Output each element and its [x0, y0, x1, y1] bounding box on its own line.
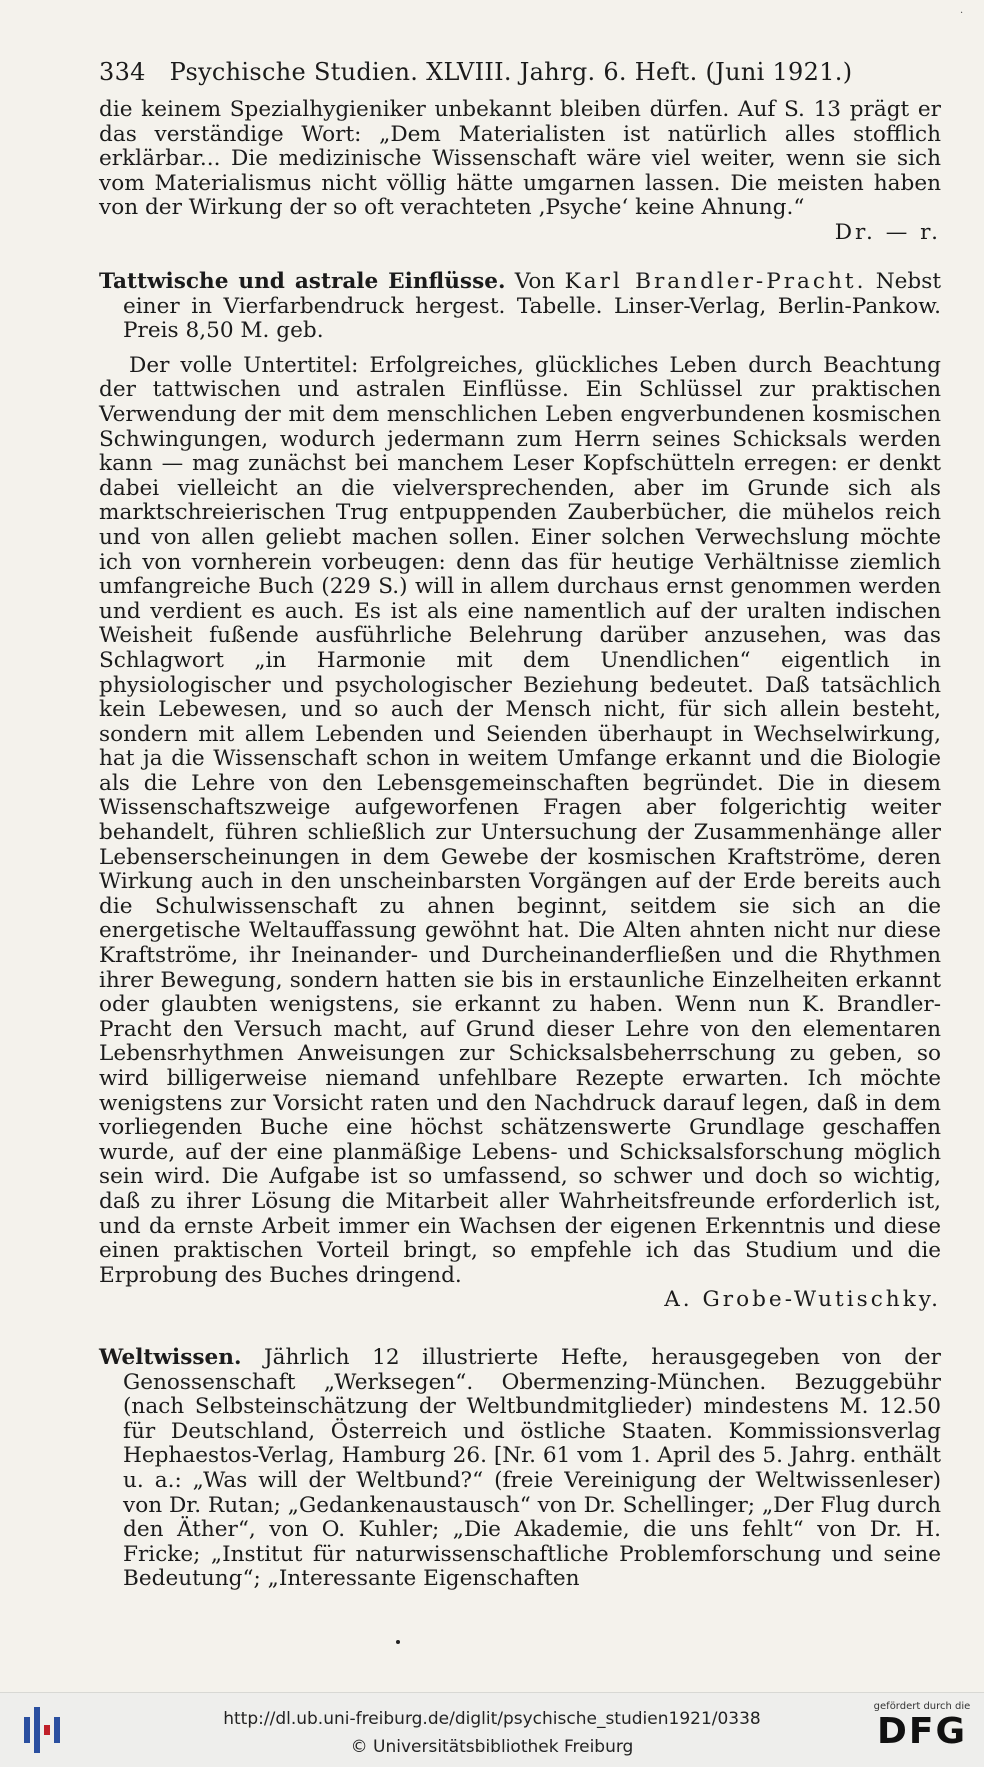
entry-by: Von: [514, 269, 556, 294]
review-continuation-text: die keinem Spezialhygieniker unbekannt bleiben dürfen. Auf S. 13 prägt er das verständige Wort: „Dem Materialisten ist natürlich alles stofflich erklärbar... Die medizinische Wissenschaft wäre viel weiter, wenn sie sich vom Materialismus nicht völlig hätte umgarnen lassen. Die meisten haben von der Wirkung der so oft verachteten ‚Psyche‘ keine Ahnung.“: [99, 97, 941, 221]
dfg-logo-text: DFG: [876, 1711, 968, 1752]
signature-row: [99, 221, 941, 246]
page-number: 334: [99, 58, 146, 86]
entry-body: Der volle Untertitel: Erfolgreiches, glückliches Leben durch Beachtung der tattwischen und astralen Einflüsse. Ein Schlüssel zur praktischen Verwendung der mit dem menschlichen Leben engverbundenen kosmischen Schwingungen, wodurch jedermann zum Herrn seines Schicksals werden kann — mag zunächst bei manchem Leser Kopfschütteln erregen: er denkt dabei vielleicht an die vielversprechenden, aber im Grunde sich als marktschreierischen Trug entpuppenden Zauberbücher, die mühelos reich und von allen geliebt machen sollen. Einer solchen Verwechslung möchte ich von vornherein vorbeugen: denn das für heutige Verhältnisse ziemlich umfangreiche Buch (229 S.) will in allem durchaus ernst genommen werden und verdient es auch. Es ist als eine namentlich auf der uralten indischen Weisheit fußende ausführliche Belehrung darüber anzusehen, was das Schlagwort „in Harmonie mit dem Unendlichen“ eigentlich in physiologischer und psychologischer Beziehung bedeutet. Daß tatsächlich kein Lebewesen, und so auch der Mensch nicht, für sich allein besteht, sondern mit allem Lebenden und Seienden überhaupt in Wechselwirkung, hat ja die Wissenschaft schon in weitem Umfange erkannt und die Biologie als die Lehre von den Lebensgemeinschaften begründet. Die in diesem Wissenschaftszweige aufgeworfenen Fragen aber folgerichtig weiter behandelt, führen schließlich zur Untersuchung der Zusammenhänge aller Lebenserscheinungen in dem Gewebe der kosmischen Kraftströme, deren Wirkung auch in den unscheinbarsten Vorgängen auf der Erde bereits auch die Schulwissenschaft zu ahnen beginnt, seitdem sie sich an die energetische Weltauffassung gewöhnt hat. Die Alten ahnten nicht nur diese Kraftströme, ihr Ineinander- und Durcheinanderfließen und die Rhythmen ihrer Bewegung, sondern hatten sie bis in erstaunliche Einzelheiten erkannt oder glaubten wenigstens, sie erkannt zu haben. Wenn nun K. Brandler-Pracht den Versuch macht, auf Grund dieser Lehre von den elementaren Lebensrhythmen Anweisungen zur Schicksalsbeherrschung zu geben, so wird billigerweise niemand unfehlbare Rezepte erwarten. Ich möchte wenigstens zur Vorsicht raten und den Nachdruck darauf legen, daß in dem vorliegenden Buche eine höchst schätzenswerte Grundlage geschaffen wurde, auf der eine planmäßige Lebens- und Schicksalsforschung möglich sein wird. Die Aufgabe ist so umfassend, so schwer und doch so wichtig, daß zu ihrer Lösung die Mitarbeit aller Wahrheitsfreunde erforderlich ist, und da ernste Arbeit immer ein Wachsen der eigenen Erkenntnis und diese einen praktischen Vorteil bringt, so empfehle ich das Studium und die Erprobung des Buches dringend.: [99, 352, 941, 1288]
running-header: [99, 58, 939, 86]
signature-row: [99, 1288, 941, 1313]
entry-bibliography: Nebst einer in Vierfarbendruck hergest. Tabelle. Linser-Verlag, Berlin-Pankow. Preis 8,50 M. geb.: [123, 269, 942, 344]
review-entry-tattwische: [99, 270, 941, 1313]
entry-body: Jährlich 12 illustrierte Hefte, herausgegeben von der Genossenschaft „Werksegen“. Obermenzing-München. Bezuggebühr (nach Selbsteinschätzung der Weltbundmitglieder) mindestens M. 12.50 für Deutschland, Österreich und östliche Staaten. Kommissionsverlag Hephaestos-Verlag, Hamburg 26. [Nr. 61 vom 1. April des 5. Jahrg. enthält u. a.: „Was will der Weltbund?“ (freie Vereinigung der Weltwissenleser) von Dr. Rutan; „Gedankenaustausch“ von Dr. Schellinger; „Der Flug durch den Äther“, von O. Kuhler; „Die Akademie, die uns fehlt“ von Dr. H. Fricke; „Institut für naturwissenschaftliche Problemforschung und seine Bedeutung“; „Interessante Eigenschaften: [123, 1345, 941, 1592]
entry-author: Karl Brandler-Pracht.: [564, 269, 867, 294]
running-title: Psychische Studien. XLVIII. Jahrg. 6. Heft. (Juni 1921.): [169, 58, 853, 86]
corner-mark: ·: [960, 8, 964, 19]
footer-url[interactable]: http://dl.ub.uni-freiburg.de/diglit/psychische_studien1921/0338: [223, 1709, 761, 1729]
entry-heading: [99, 1346, 941, 1592]
entry-title: Tattwische und astrale Einflüsse.: [99, 269, 506, 294]
sponsor-label: gefördert durch die: [873, 1701, 971, 1712]
review-signature: Dr. — r.: [834, 219, 941, 245]
entry-title: Weltwissen.: [99, 1345, 242, 1370]
footer-bar: [0, 1692, 984, 1767]
footer-copyright: © Universitätsbibliothek Freiburg: [350, 1737, 634, 1757]
entry-heading: [99, 270, 941, 344]
review-entry-weltwissen: [99, 1346, 941, 1592]
review-continuation: [99, 98, 941, 246]
dfg-logo: [868, 1701, 976, 1752]
page-mark: [396, 1640, 400, 1644]
entry-signature: A. Grobe-Wutischky.: [664, 1287, 941, 1313]
